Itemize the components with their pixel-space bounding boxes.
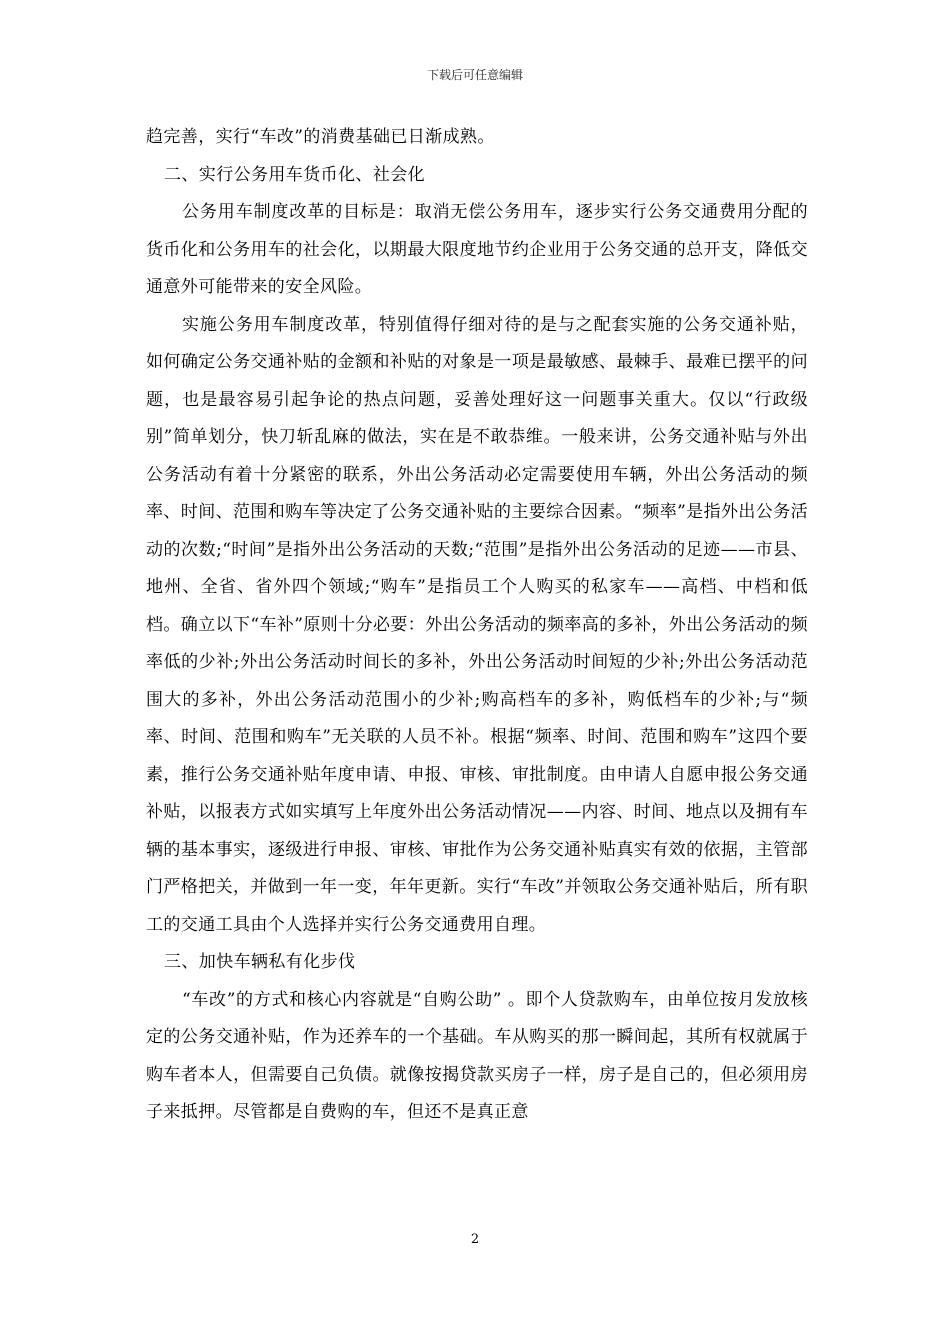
paragraph-continuation: 趋完善，实行“车改”的消费基础已日渐成熟。 [146, 127, 495, 147]
page-header: 下载后可任意编辑 [426, 68, 523, 82]
paragraph-reform-goal: 公务用车制度改革的目标是：取消无偿公务用车，逐步实行公务交通费用分配的货币化和公务用车的社会化，以期最大限度地节约企业用于公务交通的总开支，降低交通意外可能带来的安全风险。 [146, 202, 808, 297]
section-heading-2: 二、实行公务用车货币化、社会化 [164, 164, 425, 185]
document-body [146, 119, 808, 1132]
paragraph-self-purchase: “车改”的方式和核心内容就是“自购公助” 。即个人贷款购车，由单位按月发放核定的公务交通补贴，作为还养车的一个基础。车从购买的那一瞬间起，其所有权就属于购车者本人，但需要自己负债。就像按揭贷款买房子一样，房子是自己的，但必须用房子来抵押。尽管都是自费购的车，但还不是真正意 [146, 989, 808, 1122]
page-number: 2 [470, 1232, 480, 1247]
section-heading-3: 三、加快车辆私有化步伐 [164, 952, 356, 972]
paragraph-transport-subsidy: 实施公务用车制度改革，特别值得仔细对待的是与之配套实施的公务交通补贴，如何确定公务交通补贴的金额和补贴的对象是一项是最敏感、最棘手、最难已摆平的问题，也是最容易引起争论的热点问题，妥善处理好这一问题事关重大。仅以“行政级别”简单划分，快刀斩乱麻的做法，实在是不敢恭维。一般来讲，公务交通补贴与外出公务活动有着十分紧密的联系，外出公务活动必定需要使用车辆，外出公务活动的频率、时间、范围和购车等决定了公务交通补贴的主要综合因素。“频率”是指外出公务活动的次数;“时间”是指外出公务活动的天数;“范围”是指外出公务活动的足迹——市县、地州、全省、省外四个领域;“购车”是指员工个人购买的私家车——高档、中档和低档。确立以下“车补”原则十分必要：外出公务活动的频率高的多补，外出公务活动的频率低的少补;外出公务活动时间长的多补，外出公务活动时间短的少补;外出公务活动范围大的多补，外出公务活动范围小的少补;购高档车的多补，购低档车的少补;与“频率、时间、范围和购车”无关联的人员不补。根据“频率、时间、范围和购车”这四个要素，推行公务交通补贴年度申请、申报、审核、审批制度。由申请人自愿申报公务交通补贴，以报表方式如实填写上年度外出公务活动情况——内容、时间、地点以及拥有车辆的基本事实，逐级进行申报、审核、审批作为公务交通补贴真实有效的依据，主管部门严格把关，并做到一年一变，年年更新。实行“车改”并领取公务交通补贴后，所有职工的交通工具由个人选择并实行公务交通费用自理。 [146, 314, 808, 935]
